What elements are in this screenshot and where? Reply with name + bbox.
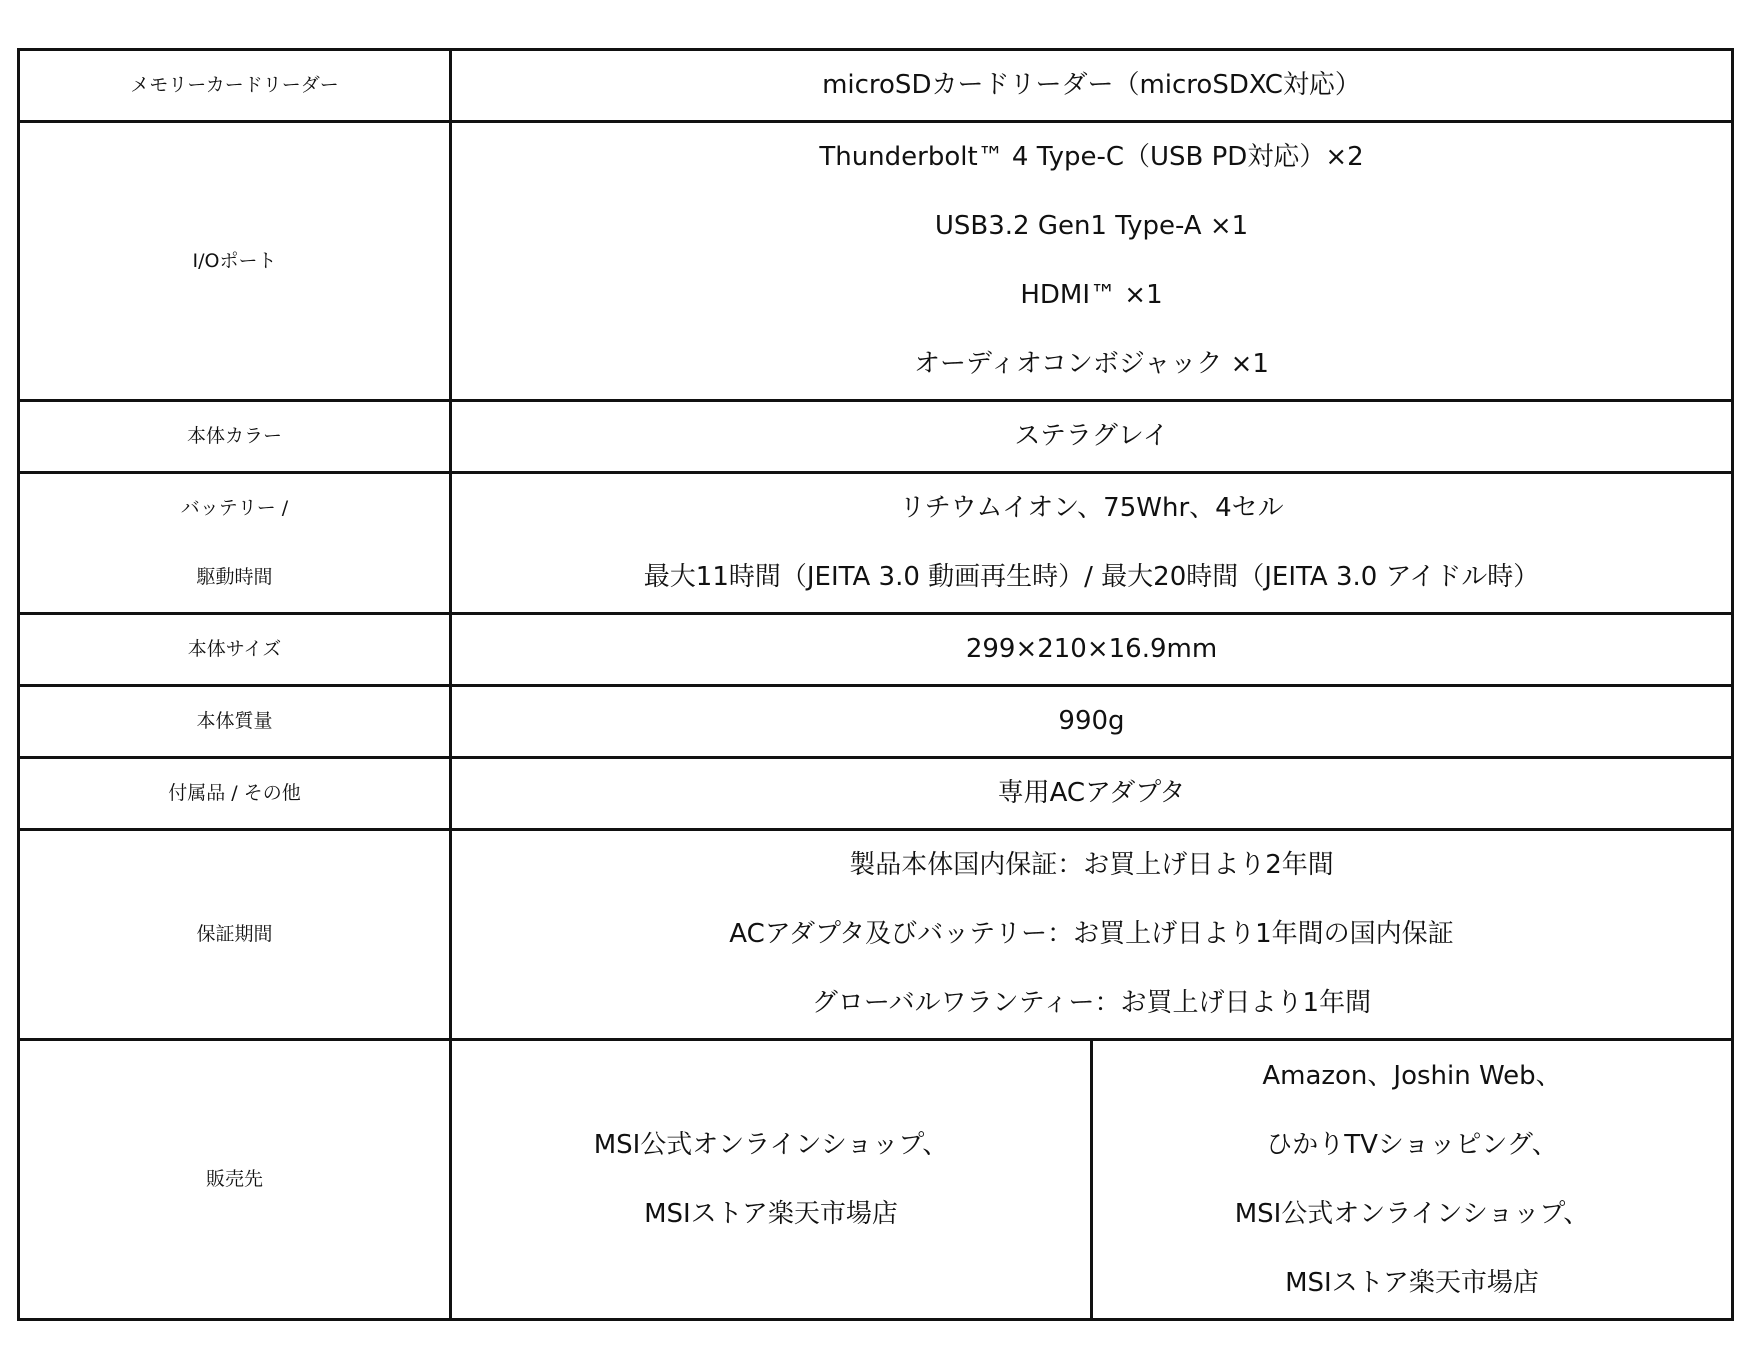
label-text: メモリーカードリーダー — [130, 74, 339, 96]
row-io-ports — [19, 122, 1733, 401]
row-value — [451, 758, 1733, 830]
row-label — [19, 758, 451, 830]
label-text: バッテリー / — [180, 497, 289, 519]
label-text: 付属品 / その他 — [168, 782, 301, 804]
value-text: MSI公式オンラインショップ、 — [593, 1129, 949, 1160]
value-text: ステラグレイ — [1014, 421, 1169, 451]
row-memory-card-reader — [19, 50, 1733, 122]
value-text: MSI公式オンラインショップ、 — [1234, 1198, 1590, 1229]
label-text: I/Oポート — [192, 249, 277, 272]
value-text: HDMI™ ×1 — [1020, 280, 1163, 310]
row-label — [19, 830, 451, 1040]
value-text: ACアダプタ及びバッテリー：お買上げ日より1年間の国内保証 — [729, 919, 1454, 949]
row-label — [19, 122, 451, 401]
value-text: MSIストア楽天市場店 — [644, 1198, 898, 1229]
row-label — [19, 1040, 451, 1320]
row-value — [451, 50, 1733, 122]
value-text: 専用ACアダプタ — [997, 778, 1186, 808]
row-value — [451, 614, 1733, 686]
sales-left-cell — [451, 1040, 1092, 1320]
label-text: 本体サイズ — [187, 638, 282, 660]
row-accessories — [19, 758, 1733, 830]
value-text: 990g — [1058, 706, 1125, 736]
value-text: microSDカードリーダー（microSDXC対応） — [822, 70, 1361, 100]
value-text: 299×210×16.9mm — [965, 634, 1218, 664]
row-body-weight — [19, 686, 1733, 758]
label-text: 販売先 — [205, 1168, 263, 1190]
row-label — [19, 686, 451, 758]
row-value — [451, 473, 1733, 614]
row-value — [451, 686, 1733, 758]
spec-table — [17, 48, 1734, 1321]
row-label — [19, 614, 451, 686]
row-body-size — [19, 614, 1733, 686]
row-value — [451, 830, 1733, 1040]
row-label — [19, 50, 451, 122]
value-text: USB3.2 Gen1 Type-A ×1 — [934, 211, 1249, 241]
value-text: オーディオコンボジャック ×1 — [914, 349, 1269, 379]
label-text: 本体カラー — [186, 425, 282, 447]
row-value — [451, 401, 1733, 473]
row-value — [451, 122, 1733, 401]
value-text: Amazon、Joshin Web、 — [1262, 1060, 1562, 1091]
value-text: MSIストア楽天市場店 — [1285, 1267, 1539, 1298]
label-text: 保証期間 — [196, 923, 273, 945]
row-sales-channels — [19, 1040, 1733, 1320]
value-text: グローバルワランティー：お買上げ日より1年間 — [811, 988, 1372, 1018]
value-text: ひかりTVショッピング、 — [1266, 1129, 1558, 1160]
row-warranty — [19, 830, 1733, 1040]
sales-right-cell — [1092, 1040, 1733, 1320]
label-text: 本体質量 — [196, 710, 273, 732]
value-text: 製品本体国内保証：お買上げ日より2年間 — [849, 850, 1334, 880]
value-text: Thunderbolt™ 4 Type-C（USB PD対応）×2 — [819, 142, 1364, 172]
row-body-color — [19, 401, 1733, 473]
row-label — [19, 401, 451, 473]
label-text: 駆動時間 — [196, 566, 273, 588]
value-text: 最大11時間（JEITA 3.0 動画再生時）/ 最大20時間（JEITA 3.0 アイドル時） — [643, 562, 1540, 592]
value-text: リチウムイオン、75Whr、4セル — [899, 493, 1284, 523]
row-battery — [19, 473, 1733, 614]
row-label — [19, 473, 451, 614]
